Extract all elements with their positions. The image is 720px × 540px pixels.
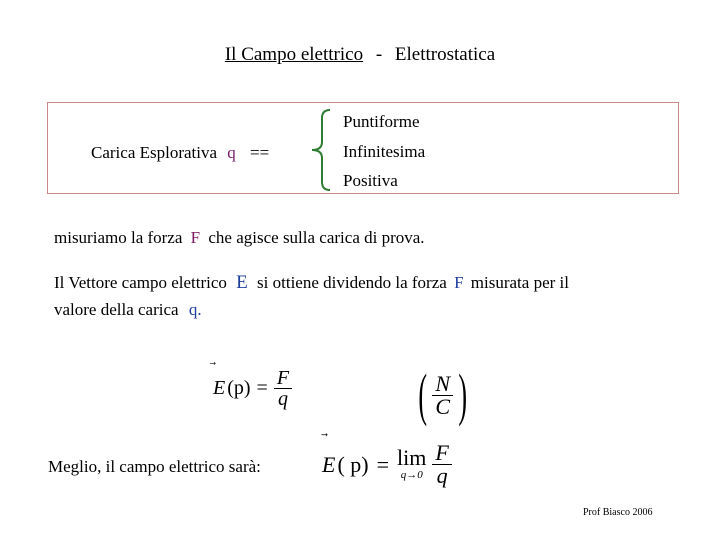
carica-symbol: q <box>227 143 236 162</box>
formula1-e: E <box>213 377 226 399</box>
page-title <box>0 44 720 66</box>
limit-text: lim <box>397 444 427 470</box>
unit-fraction <box>432 370 453 419</box>
title-separator: - <box>375 44 383 65</box>
title-subtitle: Elettrostatica <box>394 44 496 65</box>
carica-text: Carica Esplorativa <box>91 143 218 162</box>
sentence2-symbol-f: F <box>454 273 464 292</box>
formula2-e: E <box>322 451 336 477</box>
sentence1-after: che agisce sulla carica di prova. <box>208 228 425 247</box>
formula2-numerator: F <box>432 442 451 465</box>
sentence2-part1: Il Vettore campo elettrico <box>54 273 227 292</box>
unit-numerator: N <box>432 373 453 396</box>
sentence1-symbol: F <box>190 228 201 247</box>
unit-denominator: C <box>435 393 451 419</box>
left-brace-icon <box>308 108 338 192</box>
sentence1-before: misuriamo la forza <box>54 228 183 247</box>
formula1-equals: = <box>256 377 268 399</box>
formula2-arg: ( p) <box>337 451 369 477</box>
sentence2-part2: si ottiene dividendo la forza <box>257 273 447 292</box>
formula1-denominator: q <box>277 388 288 410</box>
carica-equals: == <box>250 143 270 162</box>
right-paren-icon: ) <box>458 362 468 427</box>
formula1-arg: (p) <box>227 377 251 399</box>
carica-label <box>91 143 269 163</box>
sentence2-line2: valore della carica <box>54 300 179 319</box>
title-main: Il Campo elettrico <box>224 44 364 65</box>
formula-limit <box>322 432 452 487</box>
sentence-vettore-line2 <box>54 300 202 320</box>
formula-field-definition <box>213 360 292 409</box>
sentence-vettore-line1 <box>54 272 569 294</box>
left-paren-icon: ( <box>418 362 428 427</box>
unit-expression <box>413 362 472 427</box>
meglio-text: Meglio, il campo elettrico sarà: <box>48 457 261 476</box>
sentence2-symbol-e: E <box>236 272 248 293</box>
limit-subscript: q→0 <box>400 468 423 481</box>
property-positiva: Positiva <box>343 171 398 190</box>
formula2-equals: = <box>376 451 390 477</box>
property-infinitesima: Infinitesima <box>343 142 426 161</box>
formula1-fraction <box>274 368 292 409</box>
formula1-numerator: F <box>274 368 292 389</box>
footer-credit: Prof Biasco 2006 <box>583 507 653 518</box>
formula2-fraction <box>432 442 451 487</box>
sentence2-symbol-q: q. <box>188 300 202 319</box>
property-puntiforme: Puntiforme <box>343 112 420 131</box>
sentence-forza <box>54 228 425 248</box>
formula2-denominator: q <box>436 463 448 488</box>
limit-operator <box>397 444 427 482</box>
sentence2-part3: misurata per il <box>470 273 569 292</box>
